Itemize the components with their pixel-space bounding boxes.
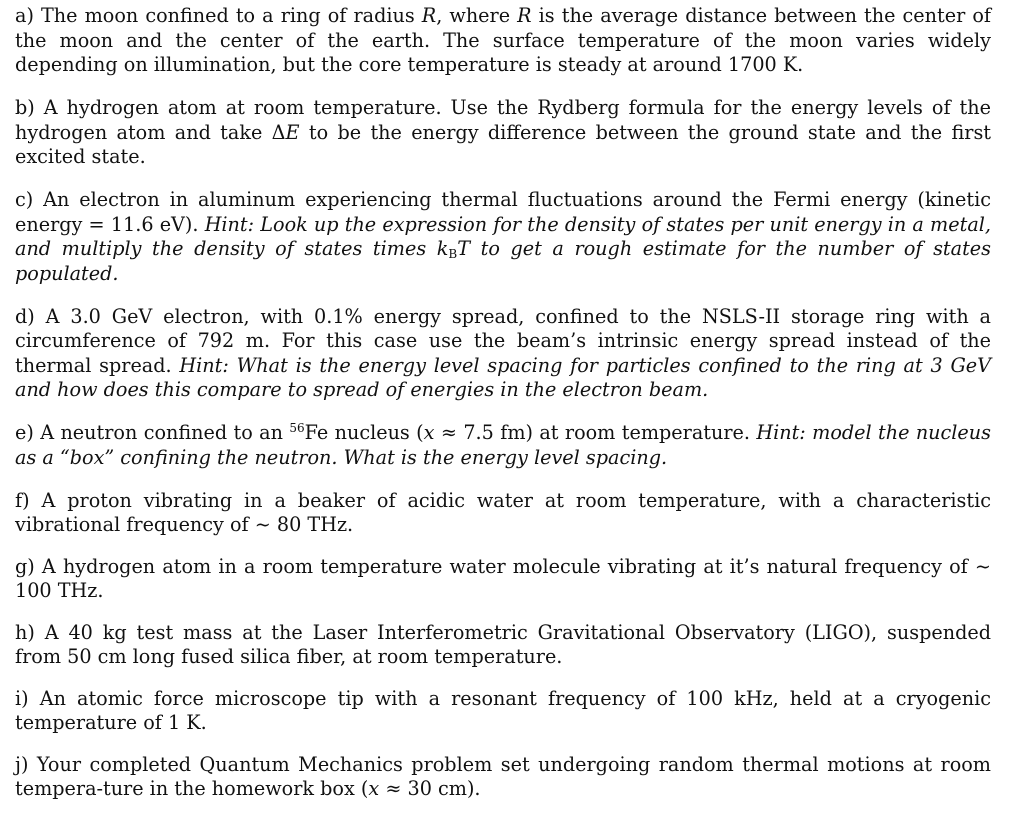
problem-item-f [15, 489, 991, 538]
problem-item-c [15, 188, 991, 286]
problem-list [15, 4, 991, 819]
italic-text: x [423, 421, 435, 444]
body-text: h) A 40 kg test mass at the Laser Interferometric Gravitational Observatory (LIGO), suspended from 50 cm long fused silica fiber, at room temperature. [15, 620, 991, 668]
italic-text: T [457, 237, 471, 260]
italic-text: R [517, 4, 532, 27]
body-text: is the average distance between the center of the moon and the center of the earth. The surface temperature of the moon varies widely depending on illumination, but the core temperature is steady at around 1700 K. [15, 4, 991, 76]
problem-item-d [15, 305, 991, 403]
italic-text: Hint: Look up the expression for the density of states per unit energy in a metal, and multiply the density of states times [15, 212, 991, 260]
problem-item-i [15, 687, 991, 736]
problem-item-h [15, 621, 991, 670]
body-text: ≈ 30 cm). [379, 777, 481, 800]
problem-item-b [15, 96, 991, 170]
problem-item-e [15, 421, 991, 470]
body-text: b) A hydrogen atom at room temperature. Use the Rydberg formula for the energy levels of the hydrogen atom and take Δ [15, 96, 991, 144]
italic-text: Hint: What is the energy level spacing for particles confined to the ring at 3 GeV and how does this compare to spread of energies in the electron beam. [15, 353, 992, 401]
italic-text: to get a rough estimate for the number of states populated. [15, 237, 991, 285]
body-text: to be the energy difference between the ground state and the first excited state. [15, 120, 991, 168]
body-text: d) A 3.0 GeV electron, with 0.1% energy spread, confined to the NSLS-II storage ring with a circumference of 792 m. For this case use the beam’s intrinsic energy spread instead of the thermal spread. [15, 304, 991, 377]
body-text: j) Your completed Quantum Mechanics problem set undergoing random thermal motions at room tempera-ture in the homework box ( [15, 752, 991, 800]
italic-text: R [421, 4, 437, 27]
body-text: i) An atomic force microscope tip with a resonant frequency of 100 kHz, held at a cryogenic temperature of 1 K. [15, 686, 991, 734]
body-text: g) A hydrogen atom in a room temperature water molecule vibrating at it’s natural frequency of ∼ 100 THz. [15, 554, 991, 602]
body-text: f) A proton vibrating in a beaker of acidic water at room temperature, with a characteristic vibrational frequency of ∼ 80 THz. [15, 488, 991, 536]
subscript: B [448, 247, 458, 261]
body-text: a) The moon confined to a ring of radius [15, 4, 422, 27]
body-text: , where [436, 4, 518, 27]
italic-text: Hint: model the nucleus as a “box” confining the neutron. What is the energy level spacing. [15, 421, 991, 469]
italic-text: x [368, 777, 380, 800]
problem-item-g [15, 555, 991, 604]
body-text: e) A neutron confined to an [15, 421, 290, 444]
body-text: ≈ 7.5 fm) at room temperature. [434, 421, 757, 444]
italic-text: E [285, 120, 300, 144]
body-text: c) An electron in aluminum experiencing thermal fluctuations around the Fermi energy (kinetic energy = 11.6 eV). [15, 188, 991, 236]
superscript: 56 [289, 421, 305, 435]
body-text: Fe nucleus ( [304, 421, 424, 444]
italic-text: k [436, 237, 449, 260]
problem-item-a [15, 4, 991, 78]
